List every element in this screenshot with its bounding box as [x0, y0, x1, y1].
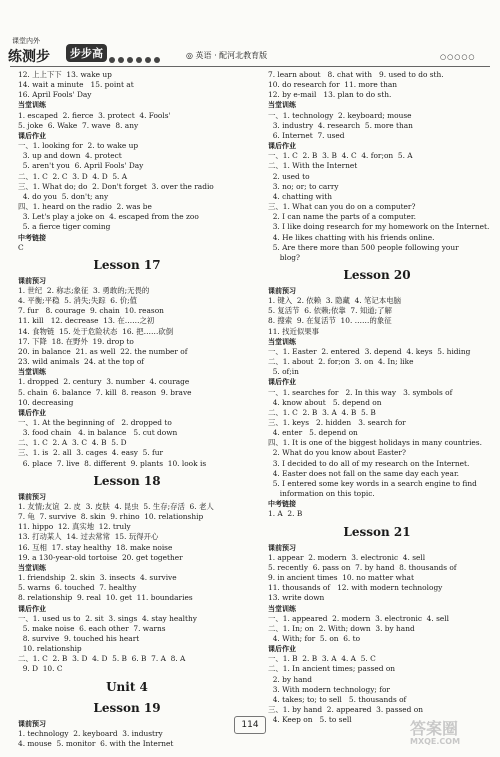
answer-line: 3. With modern technology; for: [268, 684, 390, 694]
watermark-text: 答案圈: [410, 719, 459, 738]
answer-line: 12. by e-mail 13. plan to do sth.: [268, 90, 392, 100]
answer-line: 四、1. heard on the radio 2. was be: [18, 202, 152, 212]
answer-line: 4. mouse 5. monitor 6. with the Internet: [18, 738, 174, 748]
answer-line: 10. relationship: [18, 644, 82, 654]
answer-line: 13. write down: [268, 593, 325, 603]
watermark-site: MXQE.COM: [410, 737, 461, 746]
section-heading: 当堂训练: [268, 101, 296, 110]
answer-line: 9. in ancient times 10. no matter what: [268, 573, 414, 583]
answer-line: 一、1. C 2. B 3. B 4. C 4. for;on 5. A: [268, 151, 413, 161]
header-divider: [10, 66, 490, 67]
answer-line: 5. of;in: [268, 367, 299, 377]
answer-line: 8. relationship 9. real 10. get 11. boundaries: [18, 593, 193, 603]
answer-line: 8. 搜索 9. 在复活节 10. ……的象征: [268, 316, 392, 326]
answer-line: 7. fur 8. courage 9. chain 10. reason: [18, 306, 164, 316]
page-number: [220, 716, 280, 732]
answer-line: 3. I like doing research for my homework on the Internet.: [268, 222, 490, 232]
answer-line: 7. learn about 8. chat with 9. used to do sth.: [268, 70, 444, 79]
answer-line: 6. place 7. live 8. different 9. plants 10. look is: [18, 458, 207, 468]
answer-line: 4. do you 5. don't; any: [18, 191, 109, 201]
answer-line: 一、1. used us to 2. sit 3. sings 4. stay healthy: [18, 613, 197, 623]
answer-line: 1. 友情;友谊 2. 皮 3. 皮肤 4. 昆虫 5. 生存;存活 6. 老人: [18, 501, 214, 511]
answer-line: 1. A 2. B: [268, 509, 303, 519]
lesson-title: Lesson 17: [93, 257, 161, 272]
answer-line: 14. 食物链 15. 处于危险状态 16. 把……砍倒: [18, 326, 174, 336]
answer-line: 二、1. C 2. A 3. C 4. B 5. D: [18, 438, 127, 448]
answer-line: 16. 互相 17. stay healthy 18. make noise: [18, 542, 173, 552]
answer-column-right: [268, 70, 490, 725]
section-heading: 中考链接: [268, 500, 296, 509]
answer-line: 5. recently 6. pass on 7. by hand 8. thousands of: [268, 562, 457, 572]
answer-line: 4. He likes chatting with his friends online.: [268, 232, 435, 242]
answer-line: 5. make noise 6. each other 7. warns: [18, 623, 166, 633]
answer-line: 1. 世纪 2. 称志;象征 3. 勇敢的;无畏的: [18, 285, 150, 295]
section-heading: 当堂训练: [268, 604, 296, 613]
answer-line: 一、1. At the beginning of 2. dropped to: [18, 418, 172, 427]
answer-line: 1. dropped 2. century 3. number 4. courage: [18, 377, 190, 387]
answer-line: 13. 打动某人 14. 过去常常 15. 玩得开心: [18, 532, 159, 542]
watermark-logo: [410, 716, 490, 750]
answer-line: 三、1. is 2. all 3. cages 4. easy 5. fur: [18, 448, 164, 458]
answer-line: 2. I can name the parts of a computer.: [268, 212, 416, 222]
answer-line: 一、1. looking for 2. to wake up: [18, 141, 139, 151]
answer-line: 5. Are there more than 500 people following your: [268, 242, 459, 252]
answer-line: 二、1. C 2. B 3. A 4. B 5. B: [268, 407, 376, 417]
answer-line: 4. chatting with: [268, 191, 332, 201]
answer-line: 6. Internet 7. used: [268, 130, 345, 140]
section-heading: 课后作业: [18, 604, 46, 613]
lesson-title: Unit 4: [106, 679, 148, 694]
answer-line: 7. 龟 7. survive 8. skin 9. rhino 10. relationship: [18, 512, 204, 522]
answer-line: 17. 下降 18. 在野外 19. drop to: [18, 336, 134, 346]
section-heading: 课前预习: [18, 719, 46, 728]
answer-line: 9. D 10. C: [18, 664, 63, 674]
answer-line: 一、1. appeared 2. modern 3. electronic 4. sell: [268, 613, 449, 623]
answer-line: 5. I entered some key words in a search engine to find: [268, 478, 477, 488]
answer-line: 三、1. keys 2. hidden 3. search for: [268, 418, 406, 427]
section-heading: 课前预习: [18, 276, 46, 285]
answer-line: 19. a 130-year-old tortoise 20. get together: [18, 552, 183, 562]
section-heading: 当堂训练: [18, 101, 46, 110]
section-heading: 课后作业: [268, 645, 296, 654]
answer-line: 一、1. Easter 2. entered 3. depend 4. keys 5. hiding: [268, 346, 471, 356]
answer-line: 4. know about 5. depend on: [268, 397, 382, 407]
lesson-title: Lesson 18: [93, 473, 161, 488]
answer-line: 5. warns 6. touched 7. healthy: [18, 583, 137, 593]
answer-line: 3. food chain 4. in balance 5. cut down: [18, 428, 178, 438]
answer-line: 三、1. What can you do on a computer?: [268, 202, 416, 212]
answer-line: 二、1. about 2. for;on 3. on 4. In; like: [268, 357, 414, 367]
answer-line: 4. enter 5. depend on: [268, 428, 358, 438]
section-heading: 课前预习: [18, 492, 46, 501]
answer-line: 1. appear 2. modern 3. electronic 4. sell: [268, 552, 426, 562]
answer-line: 2. by hand: [268, 674, 313, 684]
section-heading: 中考链接: [18, 233, 46, 242]
answer-line: 5. a fierce tiger coming: [18, 222, 111, 232]
answer-line: 二、1. In ancient times; passed on: [268, 664, 396, 674]
answer-line: 10. do research for 11. more than: [268, 80, 398, 90]
answer-line: 3. I decided to do all of my research on the Internet.: [268, 458, 470, 468]
section-heading: 课后作业: [18, 408, 46, 417]
brand-logo-text: 练测步: [8, 49, 50, 65]
answer-line: information on this topic.: [268, 489, 375, 499]
section-heading: 课后作业: [18, 131, 46, 140]
answer-line: 一、1. searches for 2. In this way 3. symbols of: [268, 387, 453, 397]
answer-line: 10. decreasing: [18, 397, 74, 407]
page-header: [0, 0, 500, 72]
answer-line: 三、1. by hand 2. appeared 3. passed on: [268, 705, 423, 715]
answer-line: 3. up and down 4. protect: [18, 151, 122, 161]
answer-line: 5. aren't you 6. April Fools' Day: [18, 161, 144, 171]
answer-line: 3. Let's play a joke on 4. escaped from the zoo: [18, 212, 199, 222]
answer-line: 4. 平衡;平稳 5. 消失;失踪 6. 价;值: [18, 296, 137, 306]
answer-line: 1. technology 2. keyboard 3. industry: [18, 728, 163, 738]
answer-line: 四、1. It is one of the biggest holidays in many countries.: [268, 438, 482, 448]
answer-line: 3. industry 4. research 5. more than: [268, 120, 413, 130]
section-heading: 当堂训练: [18, 368, 46, 377]
edition-label: ◎ 英语 · 配河北教育版: [186, 51, 268, 60]
answer-line: 4. Keep on 5. to sell: [268, 715, 352, 725]
answer-column-left: [18, 70, 236, 749]
answer-line: 三、1. What do; do 2. Don't forget 3. over the radio: [18, 181, 214, 191]
section-heading: 当堂训练: [268, 337, 296, 346]
answer-line: 11. hippo 12. 真实地 12. truly: [18, 522, 131, 532]
answer-line: 20. in balance 21. as well 22. the number of: [18, 346, 188, 356]
section-heading: 课前预习: [268, 286, 296, 295]
lesson-title: Lesson 20: [343, 267, 411, 282]
section-heading: 当堂训练: [18, 563, 46, 572]
lesson-title: Lesson 21: [343, 524, 411, 539]
brand-badge: 步步高: [66, 44, 107, 62]
answer-line: 二、1. C 2. B 3. D 4. D 5. B 6. B 7. A 8. A: [18, 654, 186, 664]
answer-line: 1. 键入 2. 依赖 3. 隐藏 4. 笔记本电脑: [268, 296, 401, 306]
section-heading: 课后作业: [268, 142, 296, 151]
section-heading: 课前预习: [268, 543, 296, 552]
decorative-dots-icon: [108, 56, 168, 64]
answer-line: 4. Easter does not fall on the same day each year.: [268, 468, 460, 478]
section-heading: 课后作业: [268, 378, 296, 387]
answer-line: 12. 上上下下 13. wake up: [18, 70, 112, 79]
answer-line: 11. 找近似果事: [268, 326, 320, 336]
answer-line: 二、1. In; on 2. With; down 3. by hand: [268, 623, 415, 633]
lesson-title: Lesson 19: [93, 700, 161, 715]
answer-line: 一、1. technology 2. keyboard; mouse: [268, 110, 412, 120]
answer-line: 3. no; or; to carry: [268, 181, 339, 191]
answer-line: 4. takes; to; to sell 5. thousands of: [268, 694, 407, 704]
answer-line: 二、1. C 2. C 3. D 4. D 5. A: [18, 171, 128, 181]
answer-line: 5. chain 6. balance 7. kill 8. reason 9. brave: [18, 387, 192, 397]
answer-line: 5. 复活节 6. 依赖;依靠 7. 知道;了解: [268, 306, 392, 316]
answer-line: 11. kill 12. decrease 13. 在……之初: [18, 316, 155, 326]
answer-line: blog?: [268, 252, 300, 262]
answer-line: 16. April Fools' Day: [18, 90, 92, 100]
answer-line: 5. joke 6. Wake 7. wave 8. any: [18, 120, 139, 130]
answer-line: 4. With; for 5. on 6. to: [268, 633, 361, 643]
answer-line: C: [18, 242, 24, 252]
answer-line: 1. friendship 2. skin 3. insects 4. survive: [18, 573, 177, 583]
brand-subtitle: 课堂内外: [12, 37, 40, 45]
answer-line: 23. wild animals 24. at the top of: [18, 357, 145, 367]
answer-line: 14. wait a minute 15. point at: [18, 80, 134, 90]
page-number-text: 114: [234, 716, 265, 734]
answer-line: 2. What do you know about Easter?: [268, 448, 406, 458]
answer-line: 2. used to: [268, 171, 310, 181]
answer-line: 8. survive 9. touched his heart: [18, 633, 140, 643]
answer-line: 1. escaped 2. fierce 3. protect 4. Fools': [18, 110, 171, 120]
answer-line: 11. thousands of 12. with modern technology: [268, 583, 443, 593]
answer-line: 二、1. With the Internet: [268, 161, 358, 171]
decorative-circles: ○○○○○: [440, 53, 476, 61]
answer-line: 一、1. B 2. B 3. A 4. A 5. C: [268, 654, 376, 664]
